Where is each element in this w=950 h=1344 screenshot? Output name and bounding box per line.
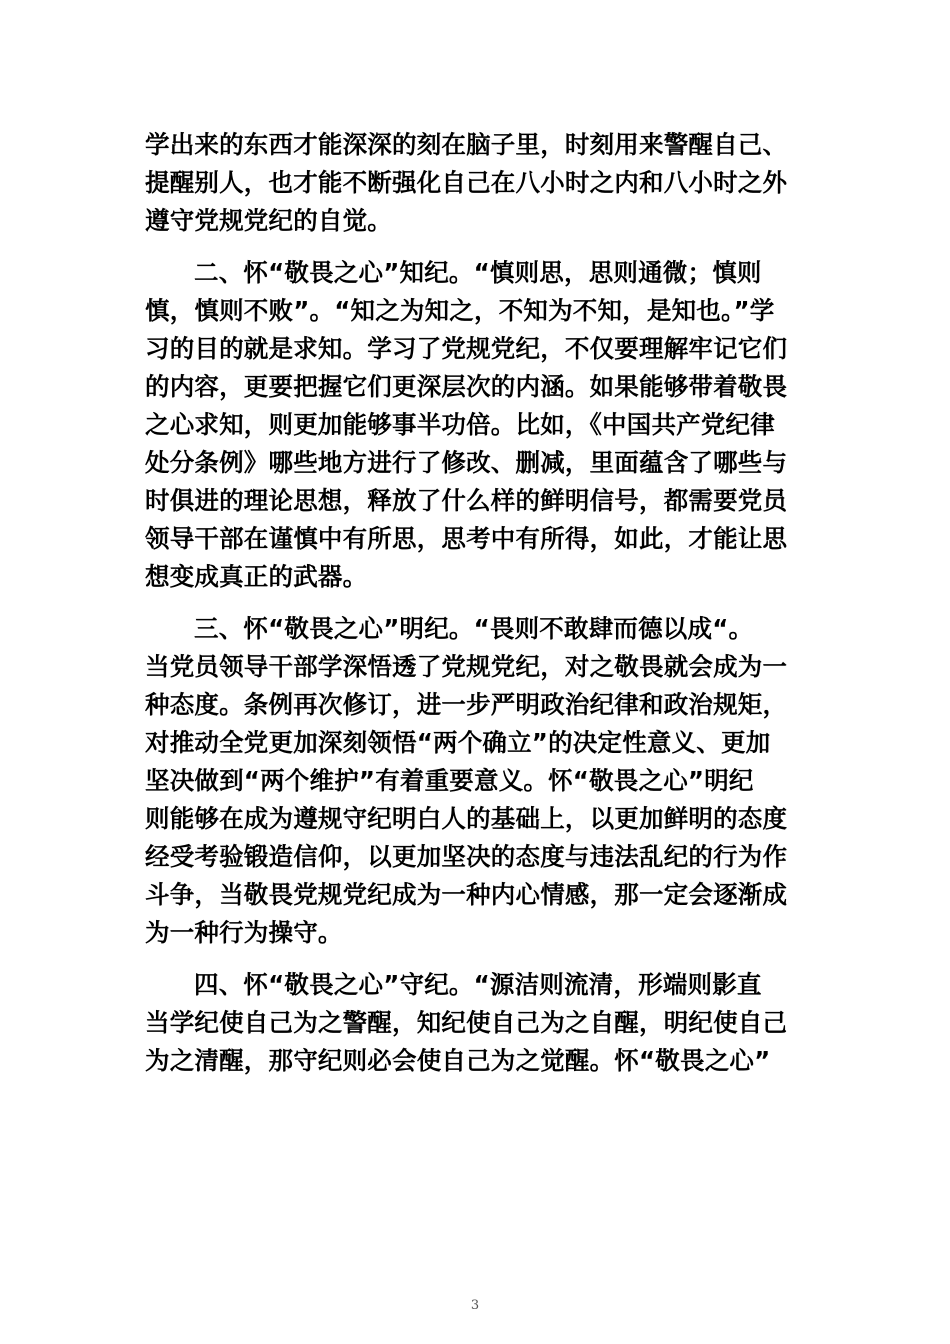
text-line: 慎，慎则不败”。“知之为知之，不知为不知，是知也。”学 — [145, 296, 775, 325]
text-line: 为一种行为操守。 — [145, 918, 343, 947]
text-line: 学出来的东西才能深深的刻在脑子里，时刻用来警醒自己、 — [145, 130, 788, 159]
text-line: 的内容，更要把握它们更深层次的内涵。如果能够带着敬畏 — [145, 372, 788, 401]
text-line: 领导干部在谨慎中有所思，思考中有所得，如此，才能让思 — [145, 524, 788, 553]
page-number: 3 — [470, 1298, 480, 1313]
text-line: 遵守党规党纪的自觉。 — [145, 206, 392, 235]
document-body — [145, 126, 825, 1080]
text-line: 之心求知，则更加能够事半功倍。比如，《中国共产党纪律 — [145, 410, 775, 439]
section-heading-line: 二、怀“敬畏之心”知纪。“慎则思，思则通微；慎则 — [194, 258, 762, 287]
text-line: 斗争，当敬畏党规党纪成为一种内心情感，那一定会逐渐成 — [145, 880, 788, 909]
text-line: 提醒别人，也才能不断强化自己在八小时之内和八小时之外 — [145, 168, 788, 197]
text-line: 习的目的就是求知。学习了党规党纪，不仅要理解牢记它们 — [145, 334, 788, 363]
text-line: 坚决做到“两个维护”有着重要意义。怀“敬畏之心”明纪 — [145, 766, 754, 795]
text-line: 种态度。条例再次修订，进一步严明政治纪律和政治规矩， — [145, 690, 788, 719]
text-line: 当学纪使自己为之警醒，知纪使自己为之自醒，明纪使自己 — [145, 1008, 788, 1037]
text-line: 处分条例》哪些地方进行了修改、删减，里面蕴含了哪些与 — [145, 448, 788, 477]
text-line: 想变成真正的武器。 — [145, 562, 368, 591]
text-line: 则能够在成为遵规守纪明白人的基础上，以更加鲜明的态度 — [145, 804, 788, 833]
section-heading-line: 三、怀“敬畏之心”明纪。“畏则不敢肆而德以成“。 — [194, 614, 754, 643]
text-line: 对推动全党更加深刻领悟“两个确立”的决定性意义、更加 — [145, 728, 771, 757]
text-line: 时俱进的理论思想，释放了什么样的鲜明信号，都需要党员 — [145, 486, 788, 515]
text-line: 当党员领导干部学深悟透了党规党纪，对之敬畏就会成为一 — [145, 652, 788, 681]
text-line: 经受考验锻造信仰，以更加坚决的态度与违法乱纪的行为作 — [145, 842, 788, 871]
text-line: 为之清醒，那守纪则必会使自己为之觉醒。怀“敬畏之心” — [145, 1046, 771, 1075]
section-heading-line: 四、怀“敬畏之心”守纪。“源洁则流清，形端则影直 — [194, 970, 762, 999]
